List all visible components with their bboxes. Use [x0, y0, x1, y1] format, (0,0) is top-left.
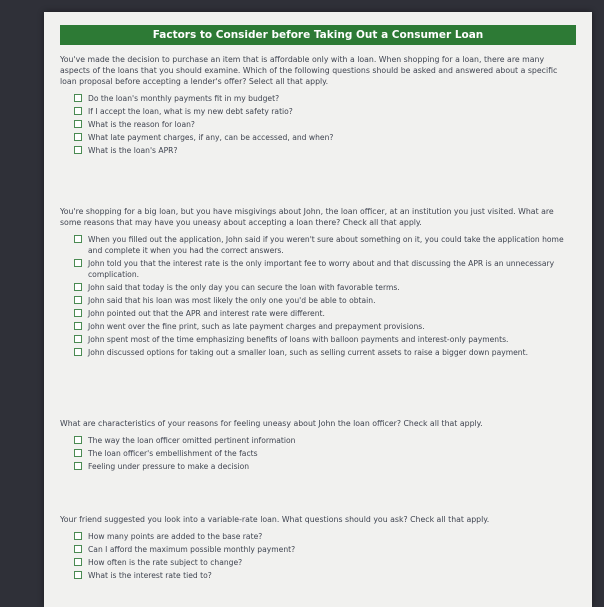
checkbox[interactable] [74, 133, 82, 141]
option-list [60, 531, 576, 581]
option-item[interactable] [74, 347, 576, 358]
checkbox[interactable] [74, 107, 82, 115]
option-label: Can I afford the maximum possible monthly payment? [88, 545, 296, 554]
option-label: The way the loan officer omitted pertinent information [88, 436, 296, 445]
option-item[interactable] [74, 334, 576, 345]
option-label: John said that his loan was most likely the only one you'd be able to obtain. [88, 296, 376, 305]
checkbox[interactable] [74, 283, 82, 291]
checkbox[interactable] [74, 259, 82, 267]
option-list [60, 435, 576, 472]
checkbox[interactable] [74, 571, 82, 579]
checkbox[interactable] [74, 558, 82, 566]
option-label: John told you that the interest rate is the only important fee to worry about and that discussing the APR is an unnecessary complication. [88, 259, 555, 279]
option-label: John spent most of the time emphasizing benefits of loans with balloon payments and interest-only payments. [88, 335, 509, 344]
option-label: How often is the rate subject to change? [88, 558, 243, 567]
page-title: Factors to Consider before Taking Out a Consumer Loan [60, 25, 576, 45]
checkbox[interactable] [74, 235, 82, 243]
option-item[interactable] [74, 106, 576, 117]
checkbox[interactable] [74, 120, 82, 128]
question-3 [60, 418, 576, 474]
option-item[interactable] [74, 234, 576, 256]
question-prompt: What are characteristics of your reasons for feeling uneasy about John the loan officer? Check all that apply. [60, 419, 483, 428]
question-2 [60, 206, 576, 360]
option-item[interactable] [74, 145, 576, 156]
option-item[interactable] [74, 93, 576, 104]
option-item[interactable] [74, 544, 576, 555]
option-item[interactable] [74, 295, 576, 306]
option-item[interactable] [74, 282, 576, 293]
option-label: How many points are added to the base rate? [88, 532, 263, 541]
checkbox[interactable] [74, 436, 82, 444]
checkbox[interactable] [74, 146, 82, 154]
checkbox[interactable] [74, 462, 82, 470]
option-item[interactable] [74, 557, 576, 568]
option-item[interactable] [74, 448, 576, 459]
question-4 [60, 514, 576, 583]
option-list [60, 93, 576, 156]
checkbox[interactable] [74, 545, 82, 553]
question-prompt: You're shopping for a big loan, but you have misgivings about John, the loan officer, at an institution you just visited. What are some reasons that may have you uneasy about accepting a loan there? Check all that apply. [60, 207, 554, 227]
option-item[interactable] [74, 308, 576, 319]
option-item[interactable] [74, 435, 576, 446]
checkbox[interactable] [74, 296, 82, 304]
question-prompt: You've made the decision to purchase an item that is affordable only with a loan. When shopping for a loan, there are many aspects of the loans that you should examine. Which of the following questions should be asked and answered about a specific loan proposal before accepting a lender's offer? Select all that apply. [60, 55, 558, 86]
option-item[interactable] [74, 119, 576, 130]
option-label: John said that today is the only day you can secure the loan with favorable terms. [88, 283, 400, 292]
checkbox[interactable] [74, 335, 82, 343]
option-item[interactable] [74, 321, 576, 332]
option-label: What is the loan's APR? [88, 146, 178, 155]
option-label: When you filled out the application, John said if you weren't sure about something on it, you could take the application home and complete it when you had the correct answers. [88, 235, 564, 255]
checkbox[interactable] [74, 309, 82, 317]
option-item[interactable] [74, 258, 576, 280]
checkbox[interactable] [74, 348, 82, 356]
worksheet-panel [44, 12, 592, 607]
option-item[interactable] [74, 132, 576, 143]
checkbox[interactable] [74, 322, 82, 330]
checkbox[interactable] [74, 532, 82, 540]
option-label: What late payment charges, if any, can be accessed, and when? [88, 133, 334, 142]
option-label: Do the loan's monthly payments fit in my budget? [88, 94, 280, 103]
option-item[interactable] [74, 461, 576, 472]
question-1 [60, 54, 576, 158]
option-item[interactable] [74, 570, 576, 581]
option-label: The loan officer's embellishment of the facts [88, 449, 258, 458]
option-item[interactable] [74, 531, 576, 542]
option-label: What is the reason for loan? [88, 120, 195, 129]
question-prompt: Your friend suggested you look into a variable-rate loan. What questions should you ask? Check all that apply. [60, 515, 490, 524]
option-label: What is the interest rate tied to? [88, 571, 212, 580]
checkbox[interactable] [74, 94, 82, 102]
option-label: Feeling under pressure to make a decision [88, 462, 250, 471]
option-label: John discussed options for taking out a smaller loan, such as selling current assets to raise a bigger down payment. [88, 348, 528, 357]
option-label: John pointed out that the APR and interest rate were different. [88, 309, 325, 318]
checkbox[interactable] [74, 449, 82, 457]
option-label: John went over the fine print, such as late payment charges and prepayment provisions. [88, 322, 425, 331]
option-label: If I accept the loan, what is my new debt safety ratio? [88, 107, 293, 116]
option-list [60, 234, 576, 358]
